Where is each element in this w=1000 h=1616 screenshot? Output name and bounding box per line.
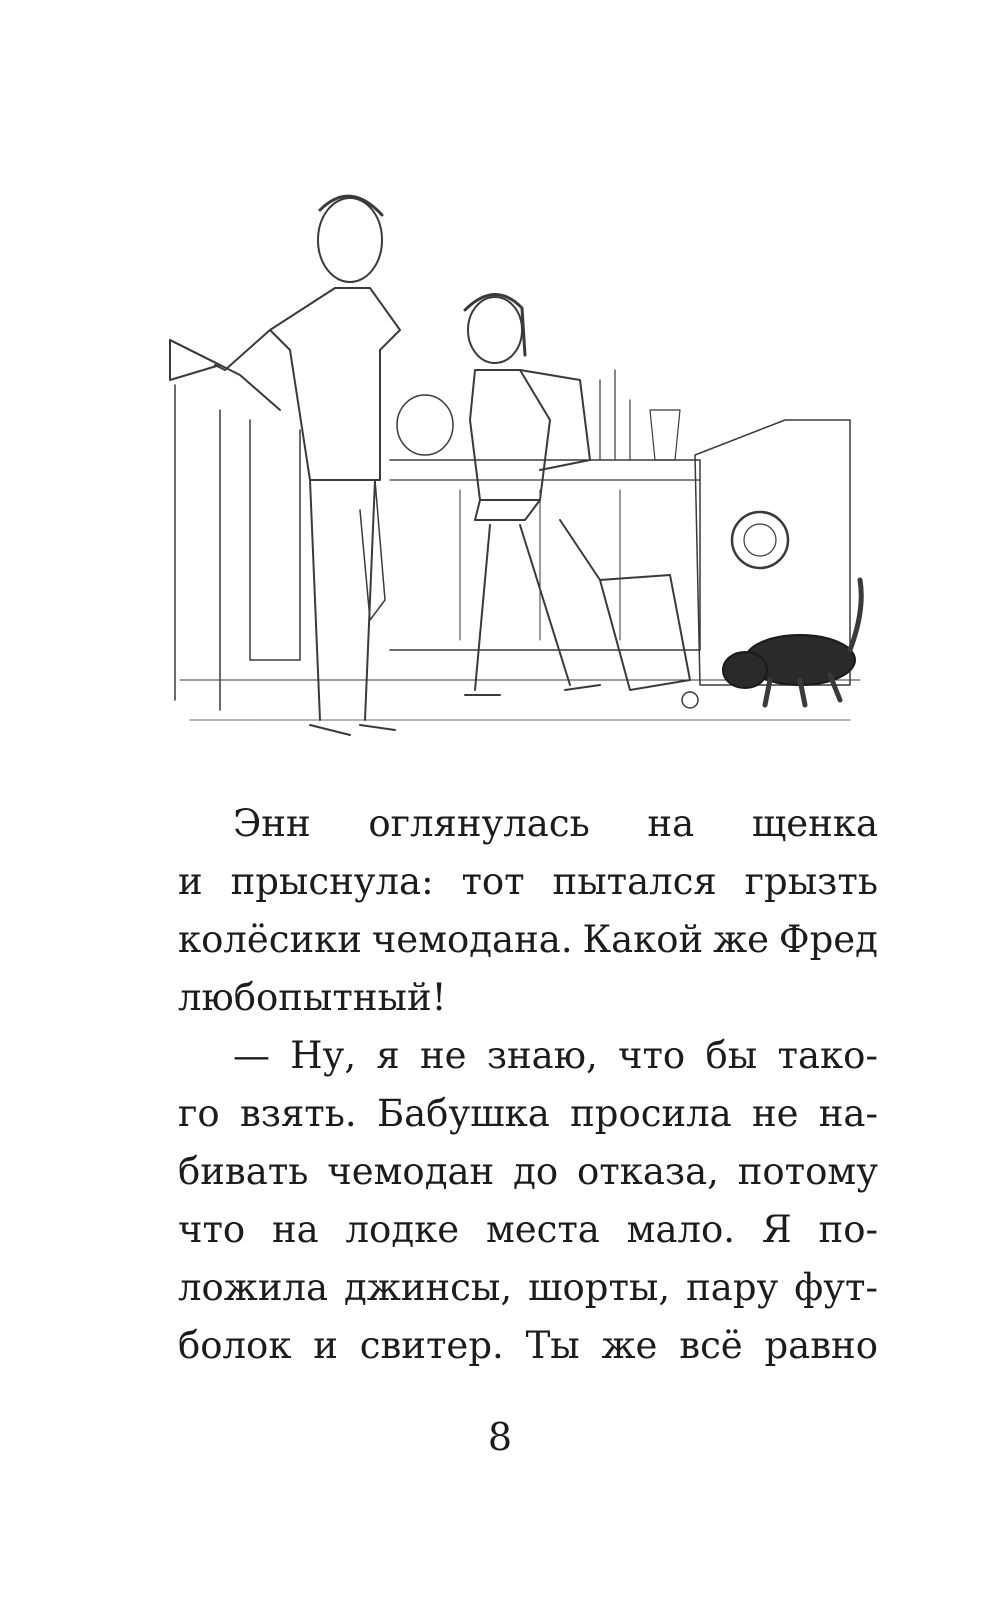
word: — bbox=[233, 1034, 270, 1077]
word: щенка bbox=[751, 802, 878, 845]
word: пытался bbox=[552, 860, 717, 903]
word: Какой bbox=[582, 918, 704, 961]
word: чемодана. bbox=[371, 918, 573, 961]
word: знаю, bbox=[486, 1034, 598, 1077]
word: же bbox=[713, 918, 770, 961]
word: бы bbox=[705, 1034, 758, 1077]
word: оглянулась bbox=[368, 802, 590, 845]
word: что bbox=[178, 1208, 246, 1251]
text-line bbox=[178, 853, 878, 911]
word: мало. bbox=[626, 1208, 736, 1251]
word: Ты bbox=[525, 1324, 580, 1367]
word: на bbox=[272, 1208, 319, 1251]
word: прыснула: bbox=[230, 860, 434, 903]
word: взять. bbox=[239, 1092, 357, 1135]
word: грызть bbox=[744, 860, 878, 903]
word: колёсики bbox=[178, 918, 362, 961]
word: что bbox=[618, 1034, 686, 1077]
word: бивать bbox=[178, 1150, 309, 1193]
word: же bbox=[601, 1324, 658, 1367]
word: тако- bbox=[777, 1034, 878, 1077]
word: пару bbox=[686, 1266, 779, 1309]
word: просила bbox=[570, 1092, 732, 1135]
kitchen-counter bbox=[390, 460, 700, 650]
word: лодке bbox=[345, 1208, 460, 1251]
word: Бабушка bbox=[376, 1092, 550, 1135]
word: Энн bbox=[233, 802, 311, 845]
word: любопытный! bbox=[178, 976, 447, 1019]
word: болок bbox=[178, 1324, 292, 1367]
word: тот bbox=[461, 860, 525, 903]
text-line bbox=[178, 1317, 878, 1375]
word: Фред bbox=[778, 918, 878, 961]
word: и bbox=[178, 860, 203, 903]
text-line bbox=[178, 969, 878, 1027]
word: до bbox=[513, 1150, 559, 1193]
illustration-sketch bbox=[160, 180, 900, 780]
tall-girl-figure bbox=[215, 196, 400, 735]
puppy bbox=[723, 580, 861, 705]
word: го bbox=[178, 1092, 220, 1135]
word: места bbox=[485, 1208, 600, 1251]
word: чемодан bbox=[327, 1150, 495, 1193]
word: на- bbox=[818, 1092, 878, 1135]
text-line bbox=[178, 1259, 878, 1317]
word: отказа, bbox=[576, 1150, 719, 1193]
word: и bbox=[313, 1324, 338, 1367]
word: я bbox=[376, 1034, 400, 1077]
word: фут- bbox=[794, 1266, 878, 1309]
word: Я bbox=[761, 1208, 792, 1251]
small-girl-figure bbox=[465, 294, 600, 695]
word: джинсы, bbox=[344, 1266, 513, 1309]
text-line bbox=[178, 911, 878, 969]
word: всё bbox=[679, 1324, 743, 1367]
word: по- bbox=[818, 1208, 878, 1251]
word: не bbox=[420, 1034, 467, 1077]
illustration-drawing bbox=[160, 180, 900, 780]
word: свитер. bbox=[359, 1324, 504, 1367]
text-line bbox=[178, 1027, 878, 1085]
stair-railing bbox=[170, 340, 220, 380]
word: на bbox=[647, 802, 695, 845]
text-line bbox=[178, 795, 878, 853]
word: не bbox=[751, 1092, 799, 1135]
page-number: 8 bbox=[487, 1415, 513, 1459]
word: потому bbox=[737, 1150, 878, 1193]
word: Ну, bbox=[290, 1034, 357, 1077]
body-text bbox=[178, 795, 878, 1375]
word: шорты, bbox=[528, 1266, 671, 1309]
text-line bbox=[178, 1085, 878, 1143]
text-line bbox=[178, 1143, 878, 1201]
text-line bbox=[178, 1201, 878, 1259]
word: ложила bbox=[178, 1266, 329, 1309]
word: равно bbox=[764, 1324, 878, 1367]
